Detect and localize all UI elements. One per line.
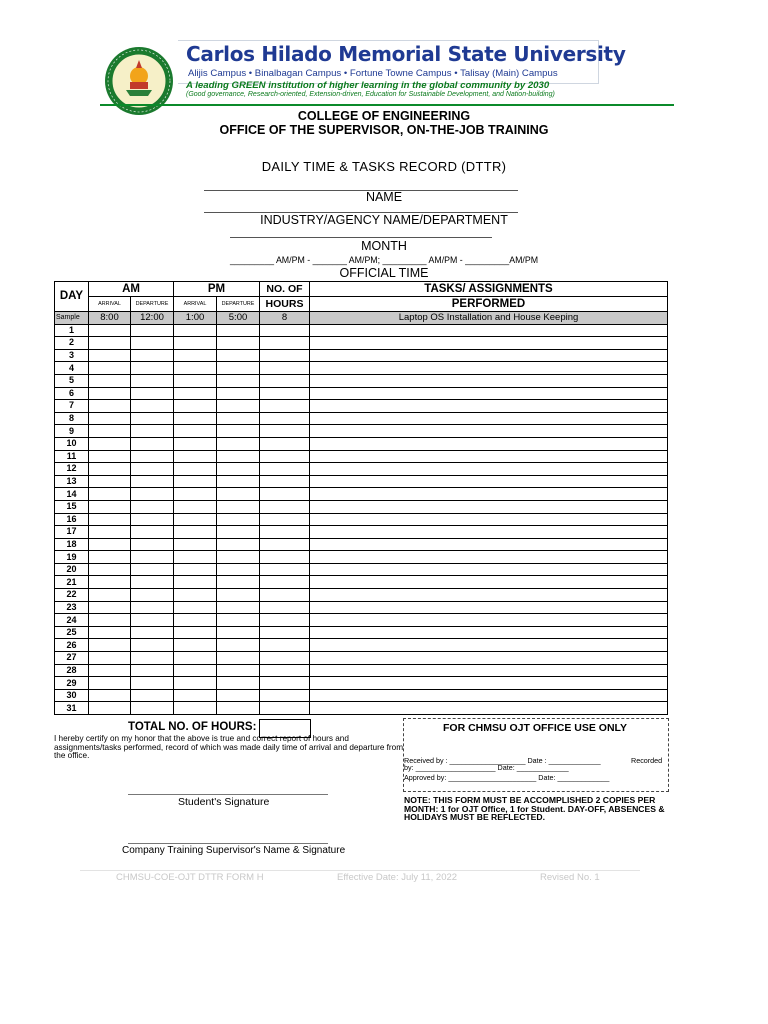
am-departure-cell[interactable] xyxy=(131,488,174,501)
table-row xyxy=(55,374,668,387)
pm-arrival-cell[interactable] xyxy=(174,689,217,702)
am-departure-cell[interactable] xyxy=(131,689,174,702)
day-cell: 16 xyxy=(55,513,89,526)
am-departure-cell[interactable] xyxy=(131,702,174,715)
hours-cell[interactable] xyxy=(260,601,310,614)
tasks-cell[interactable] xyxy=(310,500,668,513)
am-departure-cell[interactable] xyxy=(131,463,174,476)
pm-departure-cell[interactable] xyxy=(217,626,260,639)
pm-departure-cell[interactable] xyxy=(217,563,260,576)
day-cell: 18 xyxy=(55,538,89,551)
campuses-list: Alijis Campus • Binalbagan Campus • Fortune Towne Campus • Talisay (Main) Campus xyxy=(188,68,558,79)
tasks-cell[interactable] xyxy=(310,337,668,350)
day-cell: 2 xyxy=(55,337,89,350)
sample-row xyxy=(55,312,668,325)
tasks-cell[interactable] xyxy=(310,437,668,450)
day-cell: 19 xyxy=(55,551,89,564)
tasks-cell[interactable] xyxy=(310,538,668,551)
effective-date: Effective Date: July 11, 2022 xyxy=(337,872,458,883)
day-cell: 4 xyxy=(55,362,89,375)
table-row xyxy=(55,387,668,400)
tasks-cell[interactable] xyxy=(310,475,668,488)
pm-departure-cell[interactable] xyxy=(217,538,260,551)
am-arrival-cell[interactable] xyxy=(89,450,131,463)
am-arrival-cell[interactable] xyxy=(89,689,131,702)
revision-number: Revised No. 1 xyxy=(540,872,600,883)
day-cell: 23 xyxy=(55,601,89,614)
pm-arrival-cell[interactable] xyxy=(174,437,217,450)
tasks-cell[interactable] xyxy=(310,400,668,413)
am-departure-cell[interactable] xyxy=(131,551,174,564)
pm-departure-header: DEPARTURE xyxy=(217,297,260,312)
tasks-cell[interactable] xyxy=(310,349,668,362)
am-arrival-cell[interactable] xyxy=(89,400,131,413)
pm-departure-cell[interactable] xyxy=(217,689,260,702)
student-signature-line[interactable] xyxy=(128,794,328,795)
am-header: AM xyxy=(89,282,174,297)
hours-cell[interactable] xyxy=(260,412,310,425)
am-departure-cell[interactable] xyxy=(131,437,174,450)
hours-cell[interactable] xyxy=(260,639,310,652)
pm-arrival-cell[interactable] xyxy=(174,652,217,665)
day-cell: 7 xyxy=(55,400,89,413)
pm-arrival-cell[interactable] xyxy=(174,463,217,476)
pm-departure-cell[interactable] xyxy=(217,526,260,539)
hours-cell[interactable] xyxy=(260,500,310,513)
name-label: NAME xyxy=(365,190,403,204)
table-row xyxy=(55,412,668,425)
am-departure-cell[interactable] xyxy=(131,513,174,526)
pm-departure-cell[interactable] xyxy=(217,488,260,501)
day-cell: 17 xyxy=(55,526,89,539)
table-row xyxy=(55,538,668,551)
table-row xyxy=(55,526,668,539)
pm-arrival-cell[interactable] xyxy=(174,337,217,350)
day-cell: 24 xyxy=(55,614,89,627)
hours-cell[interactable] xyxy=(260,576,310,589)
am-arrival-cell[interactable] xyxy=(89,475,131,488)
day-cell: 13 xyxy=(55,475,89,488)
pm-arrival-cell[interactable] xyxy=(174,664,217,677)
sample-pm-arrival: 1:00 xyxy=(174,312,217,325)
tasks-cell[interactable] xyxy=(310,677,668,690)
hours-cell[interactable] xyxy=(260,324,310,337)
am-arrival-cell[interactable] xyxy=(89,425,131,438)
sample-am-departure: 12:00 xyxy=(131,312,174,325)
official-time-label: OFFICIAL TIME xyxy=(339,266,429,280)
sample-pm-departure: 5:00 xyxy=(217,312,260,325)
day-cell: 25 xyxy=(55,626,89,639)
am-departure-cell[interactable] xyxy=(131,664,174,677)
table-row xyxy=(55,576,668,589)
pm-arrival-cell[interactable] xyxy=(174,387,217,400)
hours-cell[interactable] xyxy=(260,538,310,551)
month-label: MONTH xyxy=(361,239,407,253)
hours-cell[interactable] xyxy=(260,626,310,639)
tasks-cell[interactable] xyxy=(310,374,668,387)
pm-departure-cell[interactable] xyxy=(217,463,260,476)
am-departure-cell[interactable] xyxy=(131,601,174,614)
hours-cell[interactable] xyxy=(260,664,310,677)
am-arrival-cell[interactable] xyxy=(89,664,131,677)
am-departure-cell[interactable] xyxy=(131,349,174,362)
am-arrival-cell[interactable] xyxy=(89,526,131,539)
hours-cell[interactable] xyxy=(260,677,310,690)
table-row xyxy=(55,614,668,627)
pm-departure-cell[interactable] xyxy=(217,362,260,375)
approved-by-line[interactable]: Approved by: ______________________ Date: _____________ xyxy=(404,773,610,782)
form-code: CHMSU-COE-OJT DTTR FORM H xyxy=(116,872,264,883)
am-arrival-cell[interactable] xyxy=(89,614,131,627)
day-cell: 3 xyxy=(55,349,89,362)
hours-cell[interactable] xyxy=(260,387,310,400)
table-row xyxy=(55,639,668,652)
day-cell: 15 xyxy=(55,500,89,513)
pm-arrival-cell[interactable] xyxy=(174,563,217,576)
am-departure-cell[interactable] xyxy=(131,362,174,375)
am-arrival-cell[interactable] xyxy=(89,652,131,665)
hours-cell[interactable] xyxy=(260,425,310,438)
header-divider xyxy=(100,104,674,106)
table-row xyxy=(55,488,668,501)
am-arrival-cell[interactable] xyxy=(89,387,131,400)
form-note: NOTE: THIS FORM MUST BE ACCOMPLISHED 2 COPIES PER MONTH: 1 for OJT Office, 1 for Student. DAY-OFF, ABSENCES & HOLIDAYS MUST BE REFLECTED. xyxy=(404,795,665,823)
day-cell: 31 xyxy=(55,702,89,715)
pm-departure-cell[interactable] xyxy=(217,387,260,400)
pm-arrival-header: ARRIVAL xyxy=(174,297,217,312)
pm-departure-cell[interactable] xyxy=(217,576,260,589)
hours-cell[interactable] xyxy=(260,349,310,362)
pm-departure-cell[interactable] xyxy=(217,513,260,526)
am-arrival-cell[interactable] xyxy=(89,374,131,387)
tasks-cell[interactable] xyxy=(310,513,668,526)
day-cell: 30 xyxy=(55,689,89,702)
am-departure-cell[interactable] xyxy=(131,614,174,627)
hours-cell[interactable] xyxy=(260,488,310,501)
am-departure-cell[interactable] xyxy=(131,589,174,602)
tasks-cell[interactable] xyxy=(310,601,668,614)
am-arrival-cell[interactable] xyxy=(89,324,131,337)
pm-arrival-cell[interactable] xyxy=(174,475,217,488)
tasks-cell[interactable] xyxy=(310,412,668,425)
tasks-cell[interactable] xyxy=(310,324,668,337)
tasks-cell[interactable] xyxy=(310,639,668,652)
am-arrival-cell[interactable] xyxy=(89,488,131,501)
pm-arrival-cell[interactable] xyxy=(174,526,217,539)
am-arrival-cell[interactable] xyxy=(89,601,131,614)
day-cell: 12 xyxy=(55,463,89,476)
am-arrival-cell[interactable] xyxy=(89,589,131,602)
am-arrival-cell[interactable] xyxy=(89,639,131,652)
pm-departure-cell[interactable] xyxy=(217,614,260,627)
am-arrival-cell[interactable] xyxy=(89,463,131,476)
pm-departure-cell[interactable] xyxy=(217,349,260,362)
am-departure-header: DEPARTURE xyxy=(131,297,174,312)
sample-task: Laptop OS Installation and House Keeping xyxy=(310,312,668,325)
pm-departure-cell[interactable] xyxy=(217,702,260,715)
table-row xyxy=(55,689,668,702)
recorded-label: Recorded xyxy=(631,756,663,765)
official-time-fields[interactable]: _________ AM/PM - _______ AM/PM; _________ AM/PM - _________AM/PM xyxy=(229,255,539,265)
form-title: DAILY TIME & TASKS RECORD (DTTR) xyxy=(261,159,507,174)
hours-cell[interactable] xyxy=(260,437,310,450)
table-row xyxy=(55,349,668,362)
day-cell: 11 xyxy=(55,450,89,463)
tasks-cell[interactable] xyxy=(310,563,668,576)
university-name: Carlos Hilado Memorial State University xyxy=(186,42,626,66)
hours-cell[interactable] xyxy=(260,400,310,413)
table-row xyxy=(55,400,668,413)
am-arrival-cell[interactable] xyxy=(89,513,131,526)
hours-cell[interactable] xyxy=(260,463,310,476)
am-arrival-cell[interactable] xyxy=(89,563,131,576)
office-use-title: FOR CHMSU OJT OFFICE USE ONLY xyxy=(443,722,627,734)
pm-arrival-cell[interactable] xyxy=(174,551,217,564)
pm-departure-cell[interactable] xyxy=(217,500,260,513)
table-row xyxy=(55,563,668,576)
pm-arrival-cell[interactable] xyxy=(174,400,217,413)
sample-am-arrival: 8:00 xyxy=(89,312,131,325)
am-arrival-cell[interactable] xyxy=(89,702,131,715)
office-title: OFFICE OF THE SUPERVISOR, ON-THE-JOB TRAINING xyxy=(219,123,549,137)
pm-departure-cell[interactable] xyxy=(217,639,260,652)
am-departure-cell[interactable] xyxy=(131,387,174,400)
tasks-header-2: PERFORMED xyxy=(310,297,668,312)
pm-departure-cell[interactable] xyxy=(217,677,260,690)
hours-header: NO. OF xyxy=(260,282,310,297)
hours-cell[interactable] xyxy=(260,374,310,387)
tasks-cell[interactable] xyxy=(310,551,668,564)
day-cell: 1 xyxy=(55,324,89,337)
table-row xyxy=(55,626,668,639)
pm-arrival-cell[interactable] xyxy=(174,425,217,438)
am-departure-cell[interactable] xyxy=(131,526,174,539)
sample-hours: 8 xyxy=(260,312,310,325)
table-row xyxy=(55,463,668,476)
pm-arrival-cell[interactable] xyxy=(174,589,217,602)
tasks-cell[interactable] xyxy=(310,463,668,476)
pm-header: PM xyxy=(174,282,260,297)
day-cell: 5 xyxy=(55,374,89,387)
pm-departure-cell[interactable] xyxy=(217,601,260,614)
pm-departure-cell[interactable] xyxy=(217,664,260,677)
pm-arrival-cell[interactable] xyxy=(174,488,217,501)
table-row xyxy=(55,475,668,488)
am-departure-cell[interactable] xyxy=(131,425,174,438)
hours-cell[interactable] xyxy=(260,526,310,539)
pm-arrival-cell[interactable] xyxy=(174,677,217,690)
am-departure-cell[interactable] xyxy=(131,626,174,639)
pm-departure-cell[interactable] xyxy=(217,437,260,450)
am-arrival-cell[interactable] xyxy=(89,538,131,551)
tasks-cell[interactable] xyxy=(310,526,668,539)
pm-arrival-cell[interactable] xyxy=(174,702,217,715)
pm-departure-cell[interactable] xyxy=(217,551,260,564)
day-cell: 9 xyxy=(55,425,89,438)
pm-departure-cell[interactable] xyxy=(217,400,260,413)
pm-departure-cell[interactable] xyxy=(217,450,260,463)
pm-departure-cell[interactable] xyxy=(217,589,260,602)
tasks-cell[interactable] xyxy=(310,362,668,375)
am-departure-cell[interactable] xyxy=(131,450,174,463)
am-arrival-cell[interactable] xyxy=(89,337,131,350)
tasks-cell[interactable] xyxy=(310,652,668,665)
pm-departure-cell[interactable] xyxy=(217,475,260,488)
tasks-cell[interactable] xyxy=(310,664,668,677)
am-departure-cell[interactable] xyxy=(131,500,174,513)
hours-cell[interactable] xyxy=(260,513,310,526)
supervisor-signature-label: Company Training Supervisor's Name & Signature xyxy=(122,845,346,856)
hours-cell[interactable] xyxy=(260,337,310,350)
hours-cell[interactable] xyxy=(260,614,310,627)
tasks-cell[interactable] xyxy=(310,689,668,702)
day-header: DAY xyxy=(55,282,89,312)
day-cell: 22 xyxy=(55,589,89,602)
total-hours-label: TOTAL NO. OF HOURS: xyxy=(128,721,257,733)
pm-arrival-cell[interactable] xyxy=(174,324,217,337)
table-row xyxy=(55,513,668,526)
table-row xyxy=(55,437,668,450)
tasks-cell[interactable] xyxy=(310,576,668,589)
am-arrival-cell[interactable] xyxy=(89,576,131,589)
am-arrival-cell[interactable] xyxy=(89,500,131,513)
dttr-table xyxy=(54,281,668,715)
student-signature-label: Student's Signature xyxy=(178,796,270,808)
tasks-cell[interactable] xyxy=(310,387,668,400)
hours-cell[interactable] xyxy=(260,563,310,576)
hours-cell[interactable] xyxy=(260,475,310,488)
am-arrival-cell[interactable] xyxy=(89,551,131,564)
tasks-cell[interactable] xyxy=(310,450,668,463)
am-arrival-cell[interactable] xyxy=(89,677,131,690)
tasks-cell[interactable] xyxy=(310,614,668,627)
pm-arrival-cell[interactable] xyxy=(174,450,217,463)
hours-cell[interactable] xyxy=(260,702,310,715)
pm-arrival-cell[interactable] xyxy=(174,626,217,639)
pm-departure-cell[interactable] xyxy=(217,337,260,350)
day-cell: 14 xyxy=(55,488,89,501)
university-subtagline: (Good governance, Research-oriented, Extension-driven, Education for Sustainable Development, and Nation-building) xyxy=(186,91,555,98)
am-departure-cell[interactable] xyxy=(131,563,174,576)
hours-cell[interactable] xyxy=(260,551,310,564)
day-cell: 8 xyxy=(55,412,89,425)
tasks-header: TASKS/ ASSIGNMENTS xyxy=(310,282,668,297)
sample-label: Sample xyxy=(55,312,89,325)
pm-departure-cell[interactable] xyxy=(217,324,260,337)
pm-arrival-cell[interactable] xyxy=(174,374,217,387)
am-departure-cell[interactable] xyxy=(131,538,174,551)
am-departure-cell[interactable] xyxy=(131,412,174,425)
table-row xyxy=(55,551,668,564)
table-row xyxy=(55,337,668,350)
am-departure-cell[interactable] xyxy=(131,639,174,652)
day-cell: 29 xyxy=(55,677,89,690)
industry-label: INDUSTRY/AGENCY NAME/DEPARTMENT xyxy=(260,213,508,227)
am-departure-cell[interactable] xyxy=(131,677,174,690)
am-departure-cell[interactable] xyxy=(131,374,174,387)
certification-text: I hereby certify on my honor that the above is true and correct report of hours and assignments/tasks performed, record of which was made daily time of arrival and departure from the office. xyxy=(54,734,404,761)
am-arrival-cell[interactable] xyxy=(89,349,131,362)
am-arrival-cell[interactable] xyxy=(89,412,131,425)
pm-arrival-cell[interactable] xyxy=(174,412,217,425)
day-cell: 20 xyxy=(55,563,89,576)
tasks-cell[interactable] xyxy=(310,488,668,501)
pm-arrival-cell[interactable] xyxy=(174,349,217,362)
table-row xyxy=(55,500,668,513)
am-departure-cell[interactable] xyxy=(131,337,174,350)
hours-cell[interactable] xyxy=(260,689,310,702)
am-arrival-cell[interactable] xyxy=(89,362,131,375)
day-cell: 26 xyxy=(55,639,89,652)
day-cell: 21 xyxy=(55,576,89,589)
table-row xyxy=(55,450,668,463)
am-departure-cell[interactable] xyxy=(131,324,174,337)
am-arrival-cell[interactable] xyxy=(89,437,131,450)
table-row xyxy=(55,702,668,715)
pm-departure-cell[interactable] xyxy=(217,652,260,665)
am-departure-cell[interactable] xyxy=(131,475,174,488)
pm-arrival-cell[interactable] xyxy=(174,639,217,652)
day-cell: 6 xyxy=(55,387,89,400)
am-departure-cell[interactable] xyxy=(131,576,174,589)
hours-cell[interactable] xyxy=(260,450,310,463)
college-title: COLLEGE OF ENGINEERING xyxy=(297,109,471,123)
tasks-cell[interactable] xyxy=(310,589,668,602)
hours-cell[interactable] xyxy=(260,652,310,665)
hours-header-2: HOURS xyxy=(260,297,310,312)
footer-divider xyxy=(80,870,640,871)
hours-cell[interactable] xyxy=(260,589,310,602)
pm-arrival-cell[interactable] xyxy=(174,601,217,614)
pm-departure-cell[interactable] xyxy=(217,374,260,387)
university-tagline: A leading GREEN institution of higher learning in the global community by 2030 xyxy=(186,80,550,91)
table-row xyxy=(55,425,668,438)
tasks-cell[interactable] xyxy=(310,702,668,715)
table-row xyxy=(55,589,668,602)
am-departure-cell[interactable] xyxy=(131,652,174,665)
day-cell: 28 xyxy=(55,664,89,677)
am-arrival-header: ARRIVAL xyxy=(89,297,131,312)
pm-arrival-cell[interactable] xyxy=(174,576,217,589)
month-line[interactable] xyxy=(230,237,492,238)
table-row xyxy=(55,362,668,375)
am-departure-cell[interactable] xyxy=(131,400,174,413)
pm-departure-cell[interactable] xyxy=(217,425,260,438)
supervisor-signature-line[interactable] xyxy=(128,843,328,844)
pm-departure-cell[interactable] xyxy=(217,412,260,425)
table-row xyxy=(55,664,668,677)
table-row xyxy=(55,677,668,690)
table-row xyxy=(55,324,668,337)
recorded-by-line[interactable]: by: ____________________ Date: _____________ xyxy=(404,763,569,772)
tasks-cell[interactable] xyxy=(310,425,668,438)
received-by-line[interactable]: Received by : ___________________ Date : _____________ xyxy=(404,756,601,765)
pm-arrival-cell[interactable] xyxy=(174,614,217,627)
day-cell: 10 xyxy=(55,437,89,450)
table-row xyxy=(55,652,668,665)
pm-arrival-cell[interactable] xyxy=(174,362,217,375)
pm-arrival-cell[interactable] xyxy=(174,500,217,513)
tasks-cell[interactable] xyxy=(310,626,668,639)
am-arrival-cell[interactable] xyxy=(89,626,131,639)
pm-arrival-cell[interactable] xyxy=(174,538,217,551)
pm-arrival-cell[interactable] xyxy=(174,513,217,526)
table-row xyxy=(55,601,668,614)
hours-cell[interactable] xyxy=(260,362,310,375)
day-cell: 27 xyxy=(55,652,89,665)
